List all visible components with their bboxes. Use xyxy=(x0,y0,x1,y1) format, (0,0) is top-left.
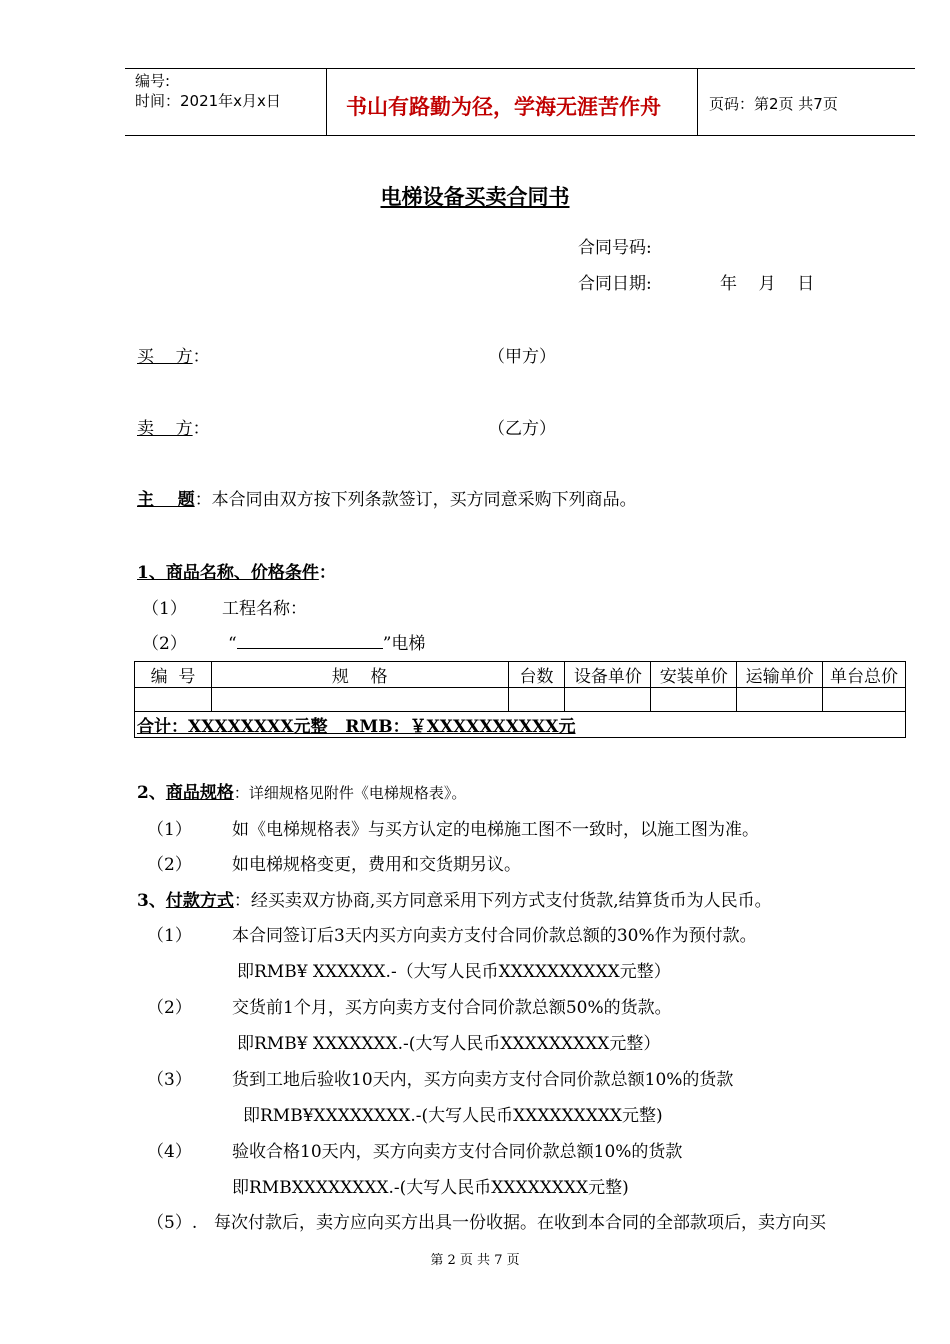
seller-line xyxy=(137,414,210,439)
table-total-row xyxy=(135,712,906,738)
col-header-number: 编 号 xyxy=(135,662,212,688)
payment-item4-text: 验收合格10天内，买方向卖方支付合同价款总额10%的货款 xyxy=(232,1142,683,1162)
header-motto: 书山有路勤为径，学海无涯苦作舟 xyxy=(346,94,661,119)
buyer-line xyxy=(137,342,210,367)
table-cell xyxy=(651,688,737,712)
header-time-label: 时间：2021年x月x日 xyxy=(135,92,281,110)
table-cell xyxy=(508,688,565,712)
payment-item1-text: 本合同签订后3天内买方向卖方支付合同价款总额的30%作为预付款。 xyxy=(232,926,757,946)
section3-num: 3、 xyxy=(137,891,166,911)
buyer-label: 买 方 xyxy=(137,347,193,367)
col-header-unit-total: 单台总价 xyxy=(823,662,906,688)
payment-item3-num: （3） xyxy=(147,1070,192,1090)
section2-item1-num: （1） xyxy=(147,820,192,840)
contract-date-label: 合同日期: xyxy=(578,274,652,294)
table-cell xyxy=(211,688,508,712)
section3-text: ：经买卖双方协商,买方同意采用下列方式支付货款,结算货币为人民币。 xyxy=(233,891,772,911)
section1-item2-num: （2） xyxy=(142,634,187,654)
payment-item2-num: （2） xyxy=(147,998,192,1018)
contract-number-label: 合同号码: xyxy=(578,238,652,258)
table-cell xyxy=(823,688,906,712)
section2-item1-text: 如《电梯规格表》与买方认定的电梯施工图不一致时，以施工图为准。 xyxy=(232,820,759,840)
seller-colon: ： xyxy=(192,419,210,439)
col-header-quantity: 台数 xyxy=(508,662,565,688)
section1-heading-line xyxy=(137,558,336,583)
section2-item2-num: （2） xyxy=(147,855,192,875)
col-header-install-price: 安装单价 xyxy=(651,662,737,688)
payment-item1-num: （1） xyxy=(147,926,192,946)
price-table xyxy=(134,661,906,738)
payment-item3-sub: 即RMB¥XXXXXXXX.-(大写人民币XXXXXXXXX元整) xyxy=(243,1106,663,1126)
section1-item1-text: 工程名称： xyxy=(222,599,307,619)
payment-item4-sub: 即RMBXXXXXXXX.-(大写人民币XXXXXXXX元整) xyxy=(232,1178,629,1198)
payment-item5-text: 每次付款后，卖方应向买方出具一份收据。在收到本合同的全部款项后，卖方向买 xyxy=(214,1213,826,1233)
table-cell xyxy=(737,688,823,712)
section2-heading-line xyxy=(137,778,466,803)
table-cell xyxy=(135,688,212,712)
contract-date-placeholder: 年 月 日 xyxy=(720,274,815,294)
section1-item1-num: （1） xyxy=(142,599,187,619)
buyer-role: （甲方） xyxy=(488,347,556,367)
elevator-name-blank xyxy=(237,632,383,649)
subject-label: 主 题 xyxy=(137,490,195,510)
table-header-row xyxy=(135,662,906,688)
header-top-rule xyxy=(125,68,915,69)
payment-item3-text: 货到工地后验收10天内，买方向卖方支付合同价款总额10%的货款 xyxy=(232,1070,734,1090)
subject-line xyxy=(137,485,637,510)
header-page-indicator: 页码：第2页 共7页 xyxy=(709,95,838,113)
section1-heading: 1、商品名称、价格条件 xyxy=(137,563,319,583)
header-divider-right xyxy=(697,68,698,136)
col-header-equipment-price: 设备单价 xyxy=(565,662,651,688)
page-footer: 第 2 页 共 7 页 xyxy=(430,1253,520,1268)
section2-note: ：详细规格见附件《电梯规格表》。 xyxy=(233,784,467,802)
section2-num: 2、 xyxy=(137,783,166,803)
payment-item1-sub: 即RMB¥ XXXXXX.-（大写人民币XXXXXXXXXX元整） xyxy=(237,962,671,982)
table-total: 合计：XXXXXXXX元整 RMB：￥XXXXXXXXXX元 xyxy=(135,712,906,738)
open-quote: “ xyxy=(228,634,237,654)
header-divider-left xyxy=(326,68,327,136)
col-header-spec: 规 格 xyxy=(211,662,508,688)
payment-item5-num: （5）. xyxy=(147,1213,198,1233)
payment-item4-num: （4） xyxy=(147,1142,192,1162)
section2-heading: 商品规格 xyxy=(165,783,234,803)
seller-label: 卖 方 xyxy=(137,419,193,439)
close-quote-elevator: ”电梯 xyxy=(382,634,426,654)
seller-role: （乙方） xyxy=(488,419,556,439)
payment-item2-text: 交货前1个月，买方向卖方支付合同价款总额50%的货款。 xyxy=(232,998,672,1018)
section1-item2-line xyxy=(228,629,425,654)
section3-heading: 付款方式 xyxy=(165,891,234,911)
page-title: 电梯设备买卖合同书 xyxy=(380,184,570,209)
section3-heading-line xyxy=(137,886,772,911)
payment-item2-sub: 即RMB¥ XXXXXXX.-(大写人民币XXXXXXXXX元整） xyxy=(237,1034,661,1054)
section1-colon: ： xyxy=(318,563,336,583)
subject-text: ：本合同由双方按下列条款签订，买方同意采购下列商品。 xyxy=(194,490,637,510)
section2-item2-text: 如电梯规格变更，费用和交货期另议。 xyxy=(232,855,521,875)
header-number-label: 编号: xyxy=(135,72,171,90)
table-row xyxy=(135,688,906,712)
buyer-colon: ： xyxy=(192,347,210,367)
table-cell xyxy=(565,688,651,712)
col-header-transport-price: 运输单价 xyxy=(737,662,823,688)
header-bottom-rule xyxy=(125,135,915,136)
